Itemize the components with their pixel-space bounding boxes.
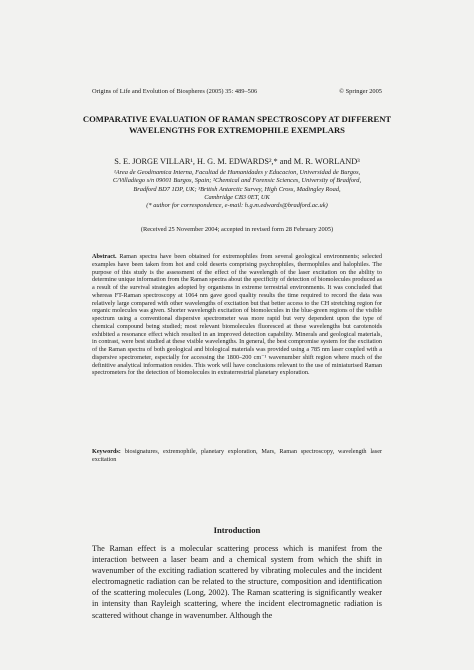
author-list: S. E. JORGE VILLAR¹, H. G. M. EDWARDS²,* and M. R. WORLAND³ xyxy=(114,157,360,166)
running-header xyxy=(92,88,382,95)
copyright-notice: © Springer 2005 xyxy=(339,88,382,95)
affiliation-line: C/Villadiego s/n 09001 Burgos, Spain; ²Chemical and Forensic Sciences, University of Bradford, xyxy=(112,177,362,185)
section-heading-introduction: Introduction xyxy=(213,525,261,535)
affiliations xyxy=(96,169,378,210)
affiliation-line: Bradford BD7 1DP, UK; ³British Antarctic Survey, High Cross, Madingley Road, xyxy=(133,185,341,193)
keywords xyxy=(92,448,382,464)
received-dates: (Received 25 November 2004; accepted in revised form 28 February 2005) xyxy=(140,226,334,233)
paper-title: COMPARATIVE EVALUATION OF RAMAN SPECTROSCOPY AT DIFFERENT WAVELENGTHS FOR EXTREMOPHILE EXEMPLARS xyxy=(82,114,392,135)
affiliation-line: Cambridge CB3 0ET, UK xyxy=(204,193,270,201)
abstract-text: Raman spectra have been obtained for extremophiles from several geological environments; selected examples have been taken from hot and cold deserts comprising psychrophiles, thermophiles and halophiles. The purpose of this study is the assessment of the effect of the wavelength of the laser excitation on the ability to determine unique information from the Raman spectra about the specificity of detection of biomolecules produced as a result of the survival strategies adopted by organisms in extreme terrestrial environments. It was concluded that whereas FT-Raman spectroscopy at 1064 nm gave good quality results the time required to record the data was relatively large compared with other wavelengths of excitation but that better access to the CH stretching region for organic molecules was given. Shorter wavelength excitation of biomolecules in the blue-green regions of the visible spectrum using a conventional dispersive spectrometer was more rapid but very dependent upon the type of chemical compound being studied; most relevant biomolecules fluoresced at these wavelengths but carotenoids exhibited a resonance effect which resulted in an improved detection capability. Minerals and geological materials, in contrast, were best studied at these visible wavelengths. In general, the best compromise system for the excitation of the Raman spectra of both geological and biological materials was provided using a 785 nm laser coupled with a dispersive spectrometer, especially for accessing the 1800–200 cm⁻¹ wavenumber shift region where much of the definitive analytical information resides. This work will have conclusions relevant to the use of miniaturised Raman spectrometers for the detection of biomolecules in extraterrestrial planetary exploration. xyxy=(92,253,382,377)
affiliation-line: ¹Area de Geodinamica Interna, Facultad de Humanidades y Educacion, Universidad de Burgos, xyxy=(113,169,361,176)
keywords-text: biosignatures, extremophile, planetary exploration, Mars, Raman spectroscopy, wavelength laser excitation xyxy=(92,448,383,463)
abstract xyxy=(92,253,382,377)
journal-citation: Origins of Life and Evolution of Biospheres (2005) 35: 489–506 xyxy=(92,88,258,95)
introduction-paragraph: The Raman effect is a molecular scattering process which is manifest from the interaction between a laser beam and a chemical system from which the shift in wavenumber of the exciting radiation scattered by vibrating molecules and the incident electromagnetic radiation can be related to the structure, composition and identification of the scattering molecules (Long, 2002). The Raman scattering is significantly weaker in intensity than Rayleigh scattering, where the incident electromagnetic radiation is scattered without change in wavenumber. Although the xyxy=(92,544,382,620)
abstract-label: Abstract. xyxy=(92,253,117,260)
correspondence-note: (* author for correspondence, e-mail: h.g.m.edwards@bradford.ac.uk) xyxy=(146,202,328,210)
keywords-label: Keywords: xyxy=(92,448,121,455)
